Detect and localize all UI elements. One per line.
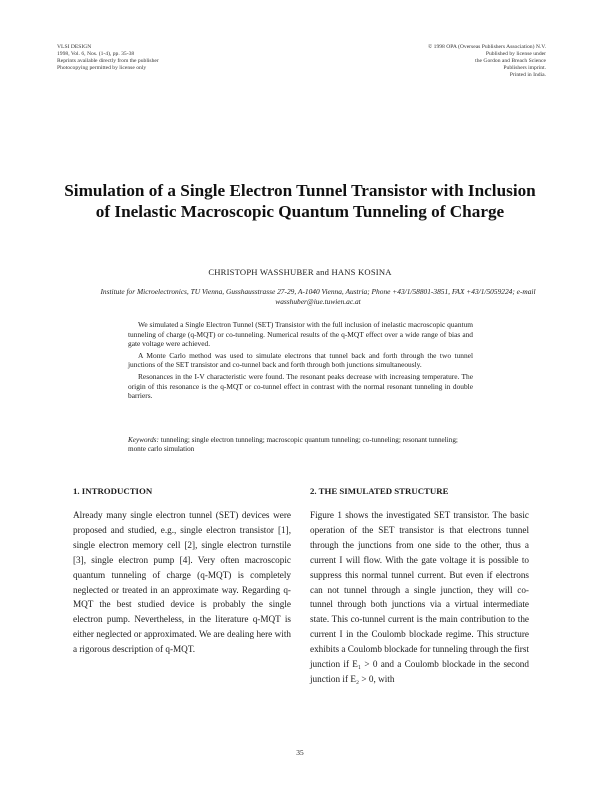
abstract-paragraph: Resonances in the I-V characteristic were found. The resonant peaks decrease with increasing temperature. The origin of this resonance is the q-MQT or co-tunnel effect in contrast with the normal resonant tunneling in double barriers. [128,371,473,401]
abstract-paragraph: A Monte Carlo method was used to simulate electrons that tunnel back and forth through the two tunnel junctions of the SET transistor and co-tunnel back and forth through both junctions simultaneously. [128,350,473,370]
publisher-info-line: © 1998 OPA (Overseas Publishers Association) N.V. [428,44,546,50]
journal-info-line: 1998, Vol. 6, Nos. (1-4), pp. 35-38 [57,51,135,57]
journal-info [57,44,227,72]
keywords [128,436,473,455]
paper-title: Simulation of a Single Electron Tunnel Transistor with Inclusion of Inelastic Macroscopic Quantum Tunneling of Charge [64,181,536,221]
publisher-info-line: Printed in India. [509,72,546,78]
journal-info-line: Photocopying permitted by license only [57,65,147,71]
abstract [128,320,473,403]
section-heading-structure: 2. THE SIMULATED STRUCTURE [310,486,449,496]
publisher-info-line: the Gordon and Breach Science [475,58,546,64]
keywords-text: tunneling; single electron tunneling; macroscopic quantum tunneling; co-tunneling; resonant tunneling; monte carlo simulation [128,436,458,454]
structure-paragraph: Figure 1 shows the investigated SET transistor. The basic operation of the SET transistor is that electrons tunnel through the junctions from one side to the other, thus a current I will flow. With the gate voltage it is possible to suppress this normal tunnel current. But even if electrons can not tunnel through a single junction, they will co-tunnel through both junctions via a virtual intermediate state. This co-tunnel current is the main contribution to the current I in the Coulomb blockade regime. This structure exhibits a Coulomb blockade for tunneling through the first junction if E₁ > 0 and a Coulomb blockade in the second junction if E₂ > 0, with [310,510,529,684]
author-names: CHRISTOPH WASSHUBER and HANS KOSINA [208,267,392,277]
structure-body [310,508,529,687]
publisher-info-line: Published by license under [485,51,546,57]
keywords-label: Keywords: [128,436,159,444]
introduction-paragraph: Already many single electron tunnel (SET) devices were proposed and studied, e.g., single electron transistor [1], single electron memory cell [2], single electron turnstile [3], single electron pump [4]. Very often macroscopic quantum tunneling of charge (q-MQT) is completely neglected or treated in an approximate way. Regarding q-MQT the best studied device is probably the single electron pump. Nevertheless, in the literature q-MQT is either neglected or approximated. We are dealing here with a rigorous description of q-MQT. [73,510,291,655]
abstract-paragraph: We simulated a Single Electron Tunnel (SET) Transistor with the full inclusion of inelastic macroscopic quantum tunneling of charge (q-MQT) or co-tunneling. Numerical results of the q-MQT effect over a wide range of bias and gate voltage were achieved. [128,320,474,349]
page-number: 35 [296,748,304,757]
section-heading-introduction: 1. INTRODUCTION [73,486,153,496]
publisher-info [360,44,546,79]
journal-info-line: Reprints available directly from the publisher [57,58,159,64]
author-affiliation: Institute for Microelectronics, TU Vienna, Gusshausstrasse 27-29, A-1040 Vienna, Austria; Phone +43/1/58801-3851, FAX +43/1/5059224; e-mail wasshuber@iue.tuwien.ac.at [100,287,536,306]
journal-info-line: VLSI DESIGN [57,44,92,50]
introduction-body [73,508,291,657]
publisher-info-line: Publishers imprint. [503,65,546,71]
